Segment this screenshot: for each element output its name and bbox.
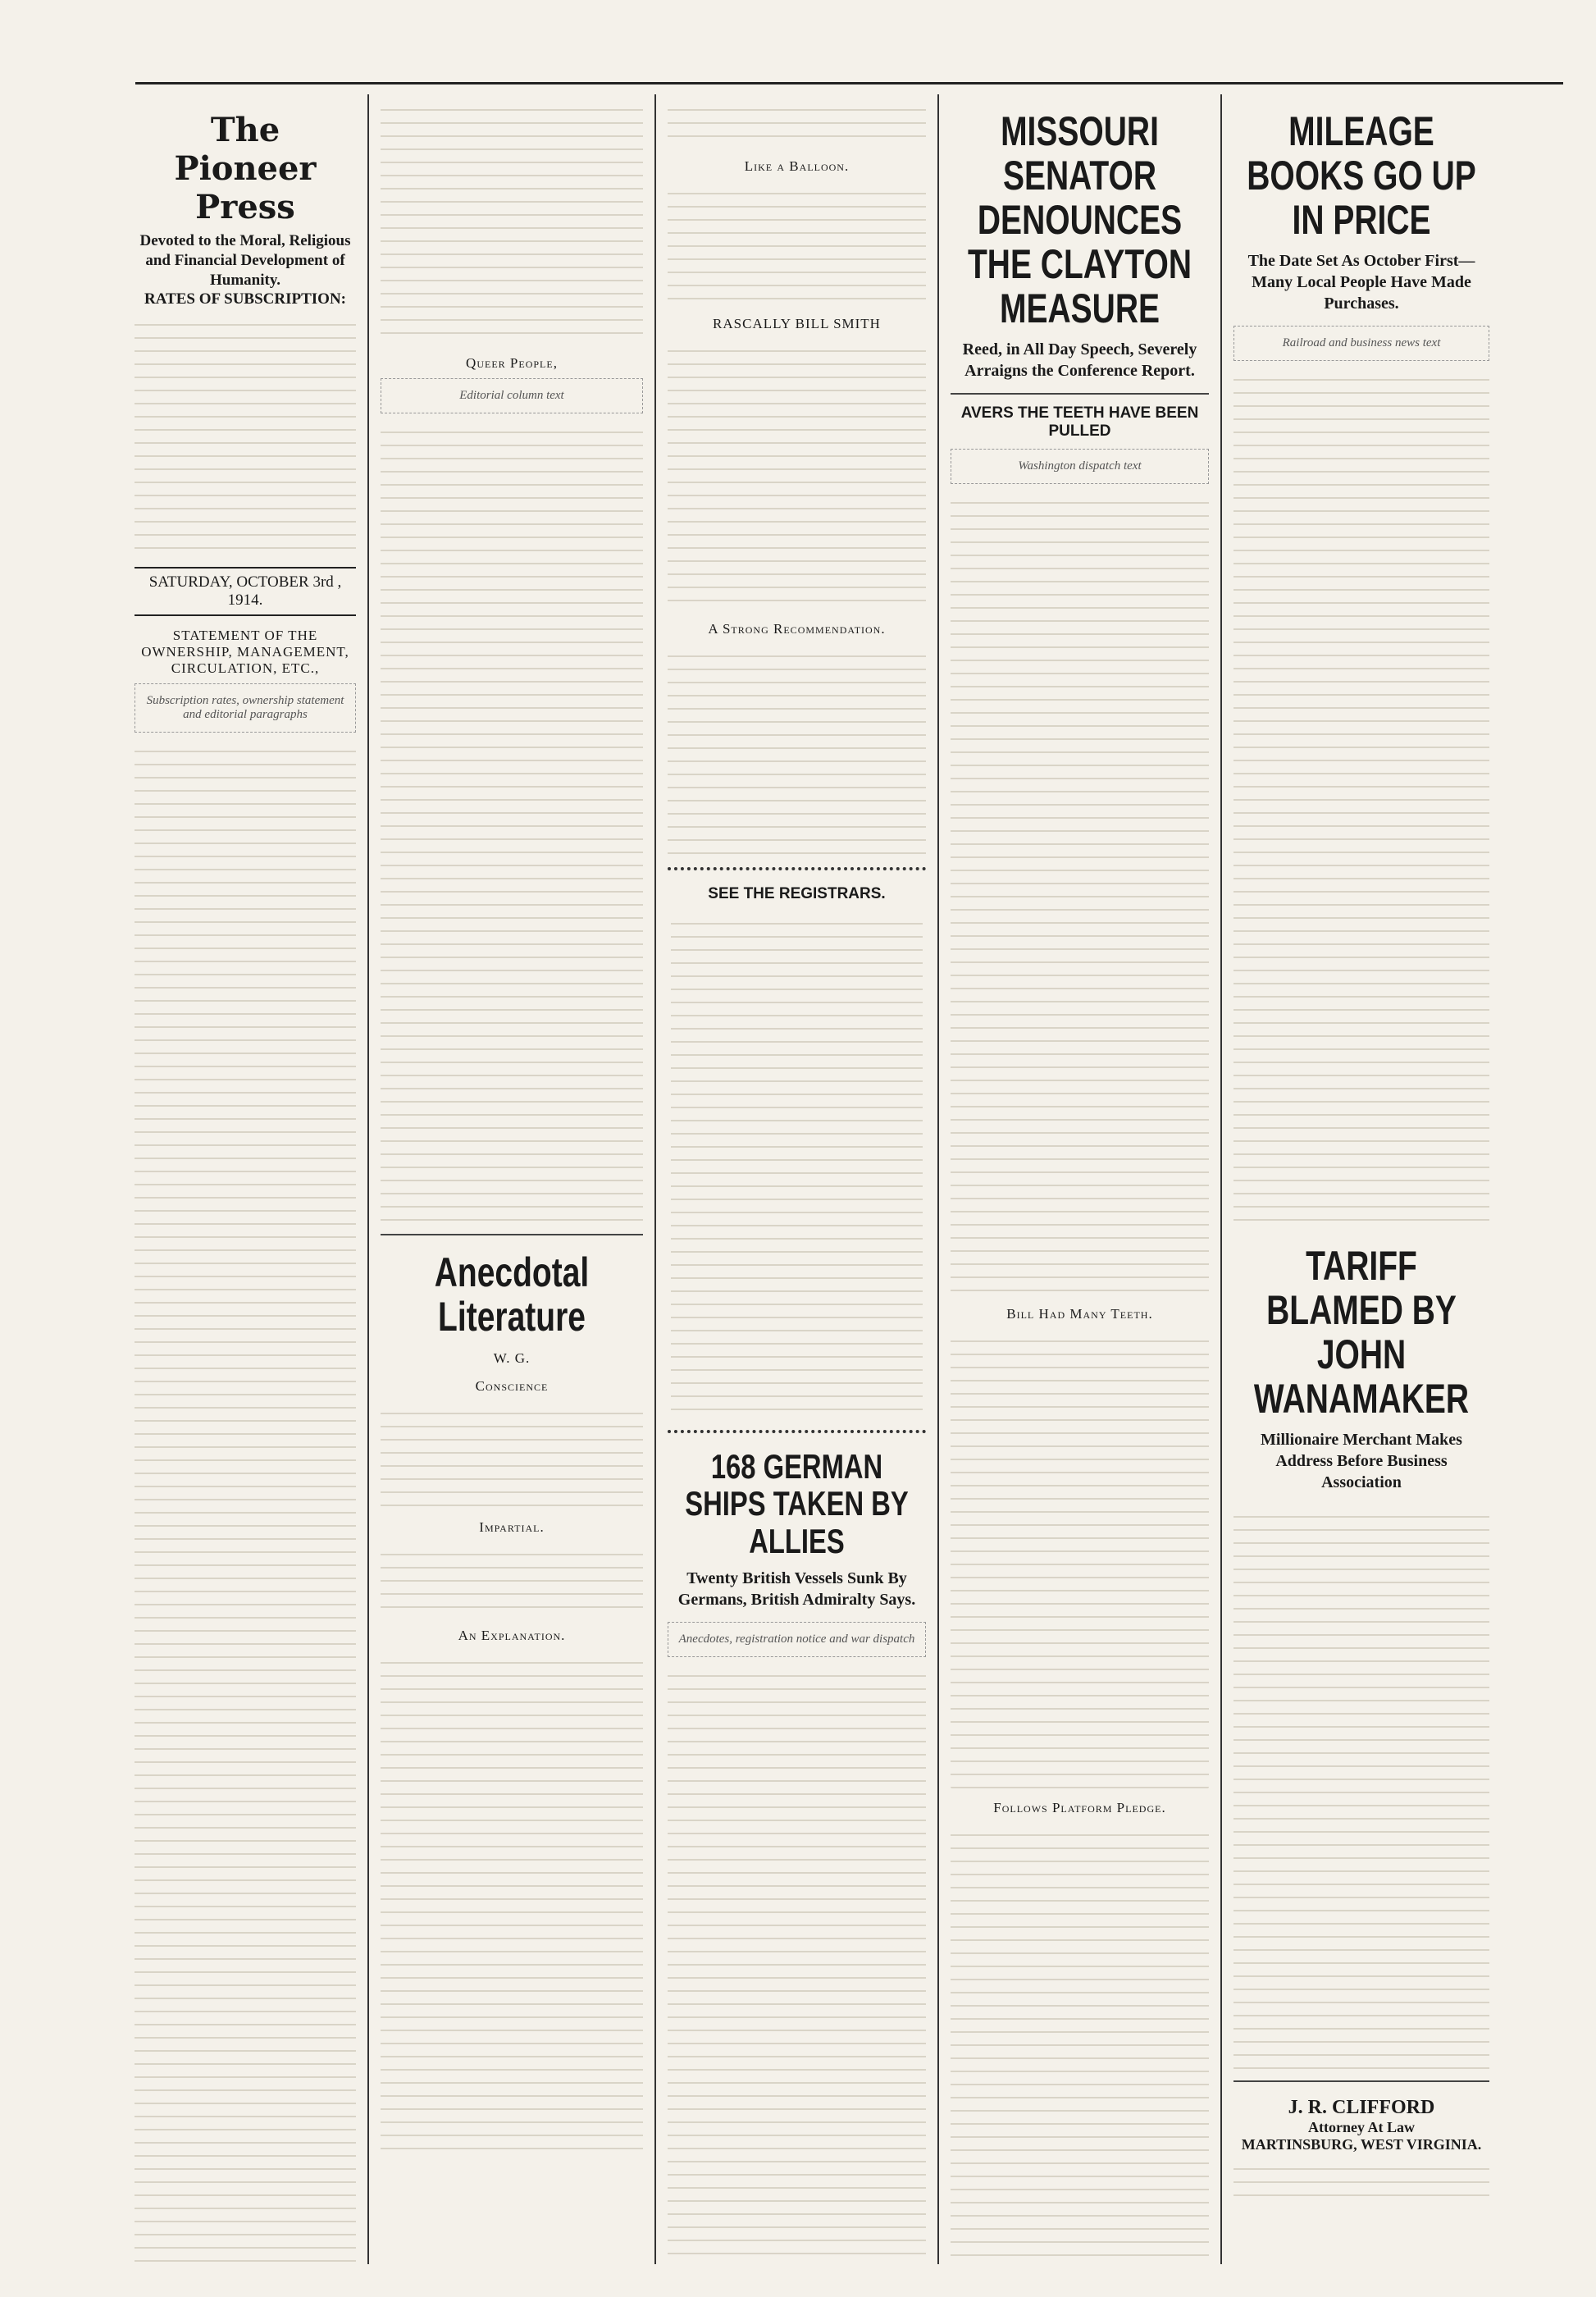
registrars-head: SEE THE REGISTRARS. <box>708 885 886 902</box>
column-3-note: Anecdotes, registration notice and war dispatch <box>668 1622 926 1657</box>
registrars-box <box>668 867 926 1433</box>
explanation-body <box>381 1651 643 2159</box>
card-place: MARTINSBURG, WEST VIRGINIA. <box>1241 2136 1482 2153</box>
pledge-body <box>951 1823 1209 2264</box>
column-1-note: Subscription rates, ownership statement and editorial paragraphs <box>135 683 356 733</box>
anecdotal-byline: W. G. <box>493 1350 531 1366</box>
bill-body <box>951 1329 1209 1788</box>
section-strong: A Strong Recommendation. <box>708 621 886 637</box>
german-ships-deck: Twenty British Vessels Sunk By Germans, British Admiralty Says. <box>677 1569 916 1610</box>
mileage-deck: The Date Set As October First— Many Local People Have Made Purchases. <box>1247 252 1475 313</box>
column-3-top <box>668 98 926 147</box>
top-rule <box>135 82 1563 84</box>
tariff-deck: Millionaire Merchant Makes Address Before Business Association <box>1261 1431 1462 1491</box>
missouri-deck: Reed, in All Day Speech, Severely Arraigns the Conference Report. <box>962 340 1197 380</box>
missouri-banner: MISSOURI SENATOR DENOUNCES THE CLAYTON MEASURE <box>967 108 1192 331</box>
rascally-body <box>668 339 926 610</box>
german-ships-body <box>668 1664 926 2264</box>
missouri-body <box>951 491 1209 1295</box>
mileage-banner: MILEAGE BOOKS GO UP IN PRICE <box>1247 108 1476 243</box>
section-impartial: Impartial. <box>479 1519 545 1535</box>
card-title: Attorney At Law <box>1308 2119 1415 2135</box>
rates-title: RATES OF SUBSCRIPTION: <box>144 290 346 308</box>
column-4 <box>939 94 1222 2264</box>
section-conscience: Conscience <box>475 1378 549 1394</box>
section-explanation: An Explanation. <box>458 1628 566 1643</box>
column-3 <box>656 94 939 2264</box>
registrars-body <box>671 911 923 1420</box>
column-1 <box>123 94 369 2264</box>
masthead-title: The Pioneer Press <box>174 111 317 226</box>
sub-bill-teeth: Bill Had Many Teeth. <box>1006 1306 1153 1322</box>
teeth-head: AVERS THE TEETH HAVE BEEN PULLED <box>960 404 1199 440</box>
strong-body <box>668 644 926 857</box>
separator <box>1233 2080 1489 2082</box>
column-2-top <box>381 98 643 344</box>
tariff-banner: TARIFF BLAMED BY JOHN WANAMAKER <box>1253 1243 1470 1422</box>
column-5-note: Railroad and business news text <box>1233 326 1489 361</box>
column-2-body <box>381 420 643 1224</box>
column-2-note: Editorial column text <box>381 378 643 413</box>
card-name: J. R. CLIFFORD <box>1288 2097 1435 2118</box>
date-line: SATURDAY, OCTOBER 3rd , 1914. <box>135 567 356 616</box>
separator <box>951 393 1209 395</box>
card-body <box>1233 2157 1489 2206</box>
column-5 <box>1222 94 1501 2264</box>
balloon-body <box>668 181 926 304</box>
section-balloon: Like a Balloon. <box>744 158 850 174</box>
tariff-body <box>1233 1505 1489 2071</box>
columns <box>123 94 1563 2264</box>
column-2 <box>369 94 656 2264</box>
rates-block <box>135 313 356 559</box>
impartial-body <box>381 1542 643 1616</box>
mileage-body <box>1233 368 1489 1229</box>
column-4-note: Washington dispatch text <box>951 449 1209 484</box>
statement-title: STATEMENT OF THE OWNERSHIP, MANAGEMENT, CIRCULATION, ETC., <box>141 628 349 676</box>
masthead-motto: Devoted to the Moral, Religious and Financial Development of Humanity. <box>139 232 351 289</box>
conscience-body <box>381 1401 643 1508</box>
german-ships-banner: 168 GERMAN SHIPS TAKEN BY ALLIES <box>685 1447 909 1560</box>
separator <box>381 1234 643 1235</box>
anecdotal-banner: Anecdotal Literature <box>434 1249 590 1340</box>
section-queer-people: Queer People, <box>466 355 558 371</box>
column-1-body <box>135 739 356 2264</box>
section-rascally: RASCALLY BILL SMITH <box>713 316 881 331</box>
sub-follows-pledge: Follows Platform Pledge. <box>993 1800 1166 1815</box>
